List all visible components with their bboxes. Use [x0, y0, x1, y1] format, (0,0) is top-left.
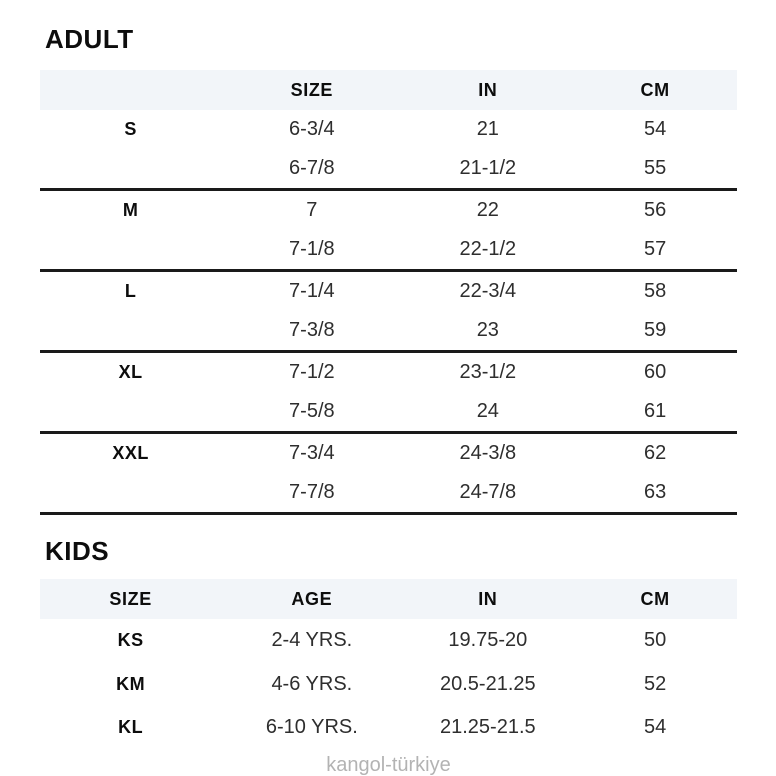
size-value: 7-5/8: [289, 400, 335, 422]
age-value: 4-6 YRS.: [271, 672, 353, 695]
size-group-xl: [40, 353, 737, 434]
size-label: XXL: [112, 443, 149, 463]
table-row: [40, 619, 737, 663]
size-value: 7-7/8: [289, 481, 335, 503]
column-header-age: AGE: [291, 589, 333, 609]
table-row: [40, 663, 737, 707]
in-value: 23-1/2: [459, 361, 517, 383]
size-value: 7-1/4: [289, 280, 335, 302]
size-label: KL: [118, 717, 144, 737]
cm-value: 55: [643, 157, 667, 179]
table-row: [40, 353, 737, 392]
cm-value: 50: [643, 629, 667, 651]
size-group-m: [40, 191, 737, 272]
table-row: [40, 110, 737, 149]
size-label: KM: [116, 673, 146, 694]
adult-section-heading: ADULT: [45, 24, 134, 54]
size-group-l: [40, 272, 737, 353]
kids-table-header-row: [40, 579, 737, 619]
size-label: L: [124, 281, 137, 301]
size-value: 6-7/8: [289, 157, 335, 179]
in-value: 21: [476, 118, 499, 140]
column-header-cm: CM: [640, 80, 670, 100]
cm-value: 58: [643, 280, 667, 302]
cm-value: 59: [643, 319, 667, 341]
size-value: 6-3/4: [289, 118, 335, 140]
column-header-size: SIZE: [109, 589, 152, 609]
cm-value: 60: [643, 361, 667, 383]
size-label: KS: [117, 630, 144, 650]
table-row: [40, 473, 737, 512]
size-label-empty: [40, 392, 221, 431]
size-label-empty: [40, 473, 221, 512]
table-row: [40, 706, 737, 750]
table-row: [40, 149, 737, 188]
in-value: 24-3/8: [459, 442, 517, 464]
size-label-empty: [40, 230, 221, 269]
cm-value: 63: [643, 481, 667, 503]
cm-value: 57: [643, 238, 667, 260]
adult-table-header-row: [40, 70, 737, 110]
table-row: [40, 230, 737, 269]
size-value: 7-1/2: [289, 361, 335, 383]
size-value: 7: [306, 199, 318, 221]
in-value: 20.5-21.25: [439, 672, 536, 695]
cm-value: 54: [643, 118, 667, 140]
kids-section-heading: KIDS: [45, 536, 110, 566]
table-row: [40, 392, 737, 431]
size-label: M: [122, 200, 139, 220]
cm-value: 62: [643, 442, 667, 464]
size-group-xxl: [40, 434, 737, 515]
size-label: XL: [118, 362, 143, 382]
column-header-blank: [40, 70, 221, 110]
in-value: 23: [476, 319, 499, 341]
in-value: 21.25-21.5: [439, 716, 536, 738]
size-group-s: [40, 110, 737, 191]
table-row: [40, 191, 737, 230]
cm-value: 54: [643, 716, 667, 738]
table-row: [40, 311, 737, 350]
site-watermark: kangol-türkiye: [326, 753, 451, 776]
in-value: 21-1/2: [459, 157, 517, 179]
age-value: 6-10 YRS.: [265, 716, 358, 738]
size-value: 7-3/4: [289, 442, 335, 464]
cm-value: 56: [643, 199, 667, 221]
column-header-cm: CM: [640, 589, 670, 609]
column-header-in: IN: [478, 589, 498, 609]
in-value: 22-1/2: [459, 238, 517, 260]
in-value: 24: [476, 400, 499, 422]
in-value: 22: [476, 199, 499, 221]
size-value: 7-1/8: [289, 238, 335, 260]
column-header-size: SIZE: [290, 80, 334, 100]
cm-value: 61: [643, 400, 667, 422]
column-header-in: IN: [478, 80, 498, 100]
table-row: [40, 272, 737, 311]
size-value: 7-3/8: [289, 319, 335, 341]
adult-size-table: [40, 70, 737, 515]
in-value: 22-3/4: [459, 280, 517, 302]
age-value: 2-4 YRS.: [271, 629, 353, 651]
table-row: [40, 434, 737, 473]
size-label: S: [124, 119, 137, 139]
in-value: 19.75-20: [448, 629, 528, 651]
size-label-empty: [40, 149, 221, 188]
in-value: 24-7/8: [459, 481, 517, 503]
kids-size-table: [40, 579, 737, 750]
size-label-empty: [40, 311, 221, 350]
cm-value: 52: [643, 672, 667, 695]
